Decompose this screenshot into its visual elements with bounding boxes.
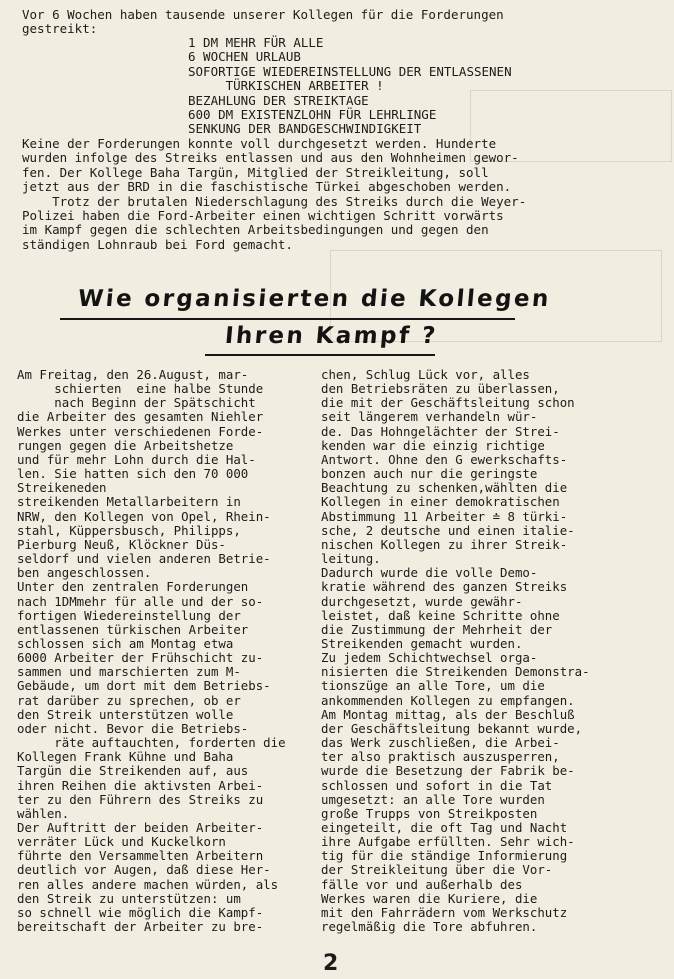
headline-line-1: Wie organisierten die Kollegen [76, 286, 552, 312]
article-headline [0, 280, 674, 360]
intro-text: Vor 6 Wochen haben tausende unserer Kollegen für die Forderungen gestreikt: [22, 7, 504, 37]
article-column-right: chen, Schlug Lück vor, alles den Betriebsräten zu überlassen, die mit der Geschäftsleitung schon seit längerem verhandeln wür- de. Das Hohngelächter der Strei- kenden war die einzig richtige Antwort. Ohne den G ewerkschafts- bonzen auch nur die geringste Beachtung zu schenken,wählten die Kollegen in einer demokratischen Abstimmung 11 Arbeiter ≐ 8 türki- sche, 2 deutsche und einen italie- nischen Kollegen zu ihrer Streik- leitung. Dadurch wurde die volle Demo- kratie während des ganzen Streiks durchgesetzt, wurde gewähr- leistet, daß keine Schritte ohne die Zustimmung der Mehrheit der Streikenden gemacht wurden. Zu jedem Schichtwechsel orga- nisierten die Streikenden Demonstra- tionszüge an alle Tore, um die ankommenden Kollegen zu empfangen. Am Montag mittag, als der Beschluß der Geschäftsleitung bekannt wurde, das Werk zuschließen, die Arbei- ter also praktisch auszusperren, wurde die Besetzung der Fabrik be- schlossen und sofort in die Tat umgesetzt: an alle Tore wurden große Trupps von Streikposten eingeteilt, die oft Tag und Nacht ihre Aufgabe erfüllten. Sehr wich- tig für die ständige Informierung der Streikleitung über die Vor- fälle vor und außerhalb des Werkes waren die Kuriere, die mit den Fahrrädern vom Werkschutz regelmäßig die Tore abfuhren. [321, 367, 590, 935]
page-number: 2 [323, 951, 339, 976]
summary-paragraph: Keine der Forderungen konnte voll durchgesetzt werden. Hunderte wurden infolge des Streiks entlassen und aus den Wohnheimen gewor- fen. Der Kollege Baha Targün, Mitglied der Streikleitung, soll jetzt aus der BRD in die faschistische Türkei abgeschoben werden. Trotz der brutalen Niederschlagung des Streiks durch die Weyer- Polizei haben die Ford-Arbeiter einen wichtigen Schritt vorwärts im Kampf gegen die schlechten Arbeitsbedingungen und gegen den ständigen Lohnraub bei Ford gemacht. [22, 136, 527, 252]
headline-line-2: Ihren Kampf ? [223, 323, 439, 349]
article-column-left: Am Freitag, den 26.August, mar- schierten eine halbe Stunde nach Beginn der Spätschicht die Arbeiter des gesamten Niehler Werkes unter verschiedenen Forde- rungen gegen die Arbeitshetze und für mehr Lohn durch die Hal- len. Sie hatten sich den 70 000 Streikeneden streikenden Metallarbeitern in NRW, den Kollegen von Opel, Rhein- stahl, Küppersbusch, Philipps, Pierburg Neuß, Klöckner Düs- seldorf und vielen anderen Betrie- ben angeschlossen. Unter den zentralen Forderungen nach 1DMmehr für alle und der so- fortigen Wiedereinstellung der entlassenen türkischen Arbeiter schlossen sich am Montag etwa 6000 Arbeiter der Frühschicht zu- sammen und marschierten zum M- Gebäude, um dort mit dem Betriebs- rat darüber zu sprechen, ob er den Streik unterstützen wolle oder nicht. Bevor die Betriebs- räte auftauchten, forderten die Kollegen Frank Kühne und Baha Targün die Streikenden auf, aus ihren Reihen die aktivsten Arbei- ter zu den Führern des Streiks zu wählen. Der Auftritt der beiden Arbeiter- verräter Lück und Kuckelkorn führte den Versammelten Arbeitern deutlich vor Augen, daß diese Her- ren alles andere machen würden, als den Streik zu unterstützen: um so schnell wie möglich die Kampf- bereitschaft der Arbeiter zu bre- [17, 367, 286, 935]
demands-list: 1 DM MEHR FÜR ALLE 6 WOCHEN URLAUB SOFORTIGE WIEDEREINSTELLUNG DER ENTLASSENEN TÜRKISCHEN ARBEITER ! BEZAHLUNG DER STREIKTAGE 600 DM EXISTENZLOHN FÜR LEHRLINGE SENKUNG DER BANDGESCHWINDIGKEIT [188, 35, 512, 137]
headline-underline-1 [60, 318, 515, 320]
headline-underline-2 [205, 354, 435, 356]
